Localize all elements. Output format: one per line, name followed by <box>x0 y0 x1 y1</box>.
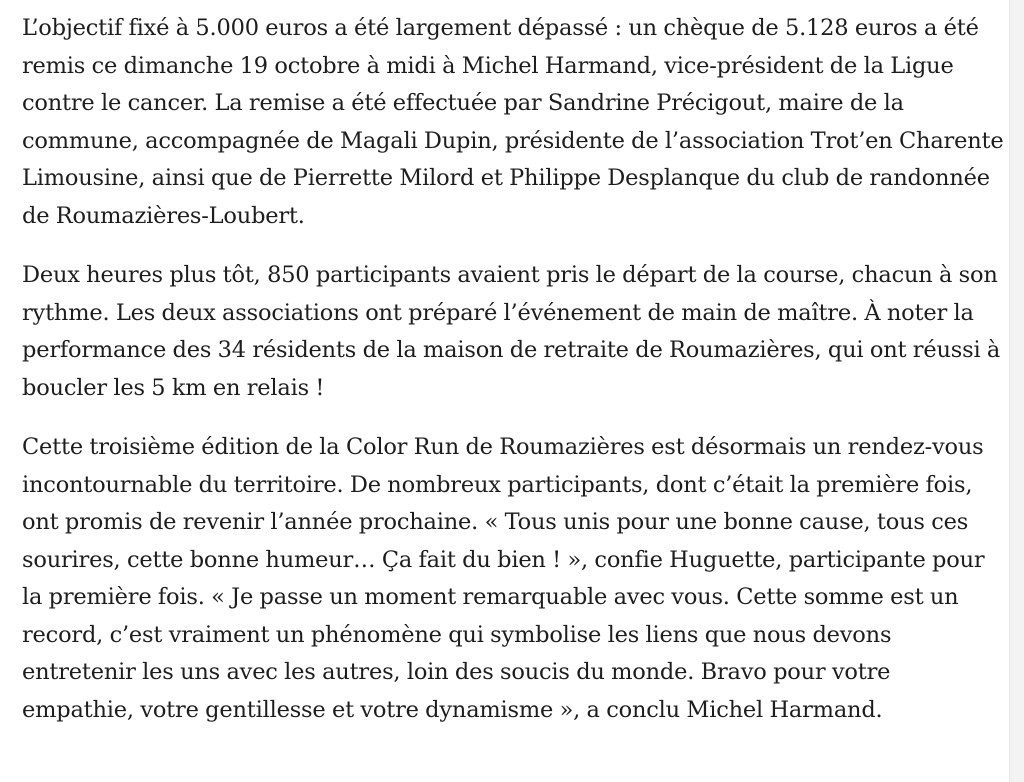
article-body <box>22 10 1004 729</box>
article-paragraph-3: Cette troisième édition de la Color Run de Roumazières est désormais un rendez-vous incontournable du territoire. De nombreux participants, dont c’était la première fois, ont promis de revenir l’année prochaine. « Tous unis pour une bonne cause, tous ces sourires, cette bonne humeur… Ça fait du bien ! », confie Huguette, participante pour la première fois. « Je passe un moment remarquable avec vous. Cette somme est un record, c’est vraiment un phénomène qui symbolise les liens que nous devons entretenir les uns avec les autres, loin des soucis du monde. Bravo pour votre empathie, votre gentillesse et votre dynamisme », a conclu Michel Harmand. <box>22 434 985 723</box>
article-paragraph-2: Deux heures plus tôt, 850 participants avaient pris le départ de la course, chacun à son rythme. Les deux associations ont préparé l’événement de main de maître. À noter la performance des 34 résidents de la maison de retraite de Roumazières, qui ont réussi à boucler les 5 km en relais ! <box>22 262 1001 401</box>
scrollbar-track[interactable] <box>1009 0 1024 782</box>
article-paragraph-1: L’objectif fixé à 5.000 euros a été largement dépassé : un chèque de 5.128 euros a été remis ce dimanche 19 octobre à midi à Michel Harmand, vice-président de la Ligue contre le cancer. La remise a été effectuée par Sandrine Précigout, maire de la commune, accompagnée de Magali Dupin, présidente de l’association Trot’en Charente Limousine, ainsi que de Pierrette Milord et Philippe Desplanque du club de randonnée de Roumazières-Loubert. <box>22 15 1004 229</box>
